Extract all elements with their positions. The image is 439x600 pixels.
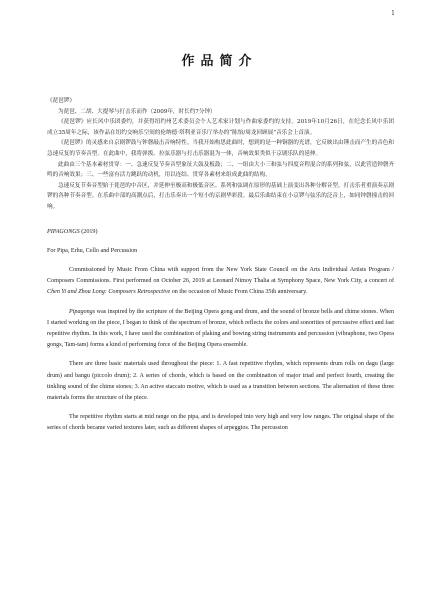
page-title: 作品简介: [181, 54, 258, 69]
page-number: 1: [391, 10, 395, 17]
zh-instrumentation: 为琵琶、二胡、大提琴与打击乐而作（2009年，时长约7分钟）: [58, 108, 216, 115]
zh-paragraph-2: 《琵琶锣》的灵感来自京剧锣鼓与钟磬敲击音响特性。当我开始构思此曲时，想到的是一种铜器的光谱，它反映出由锤击而产生的音色和急速反复的节奏音型。在此曲中，我将弹拨、拉弦乐器与打击乐器混为一体，音响效果类似于京剧乐队的延伸。: [47, 140, 394, 157]
en-paragraph-1-text-b: on the occasion of Music From China 35th anniversary.: [170, 289, 308, 296]
en-paragraph-2-text: was inspired by the scripture of the Beijing Opera gong and drum, and the sound of bronze bells and chime stones. When I started working on the piece, I began to think of the spectrum of bronze, which reflects the colors and sonorities of percussive effect and fast repetitive rhythm. In this work, I have used the combination of plaking and bowing string instruments and percussion (vibraphone, two Opera gongs, Tam-tam) forms a kind of performing force of the Beijing Opera ensemble.: [47, 308, 394, 349]
zh-paragraph-1: 《琵琶锣》应长风中乐团委约，并获得纽约州艺术委员会个人艺术家计划与作曲家委约的支持。2019年10月26日，在纪念长风中乐团成立35周年之际，该作品在纽约交响乐空间的伦纳德·塔利亚音乐厅举办的“陈怡/周龙回顾展”音乐会上首演。: [47, 119, 394, 136]
en-instrumentation: For Pipa, Erhu, Cello and Percussion: [47, 247, 138, 254]
document-body: [47, 96, 394, 435]
zh-paragraph-4: 急速反复节奏音型始于琵琶的中音区，并延伸至极高和极低音区。系列和弦调在原形的基础上演变出各种分解音型。打击乐者重演奏京剧锣的各种节奏音型。在乐曲中部的高潮点后，打击乐奏出一个短小的京剧华彩段。最后乐曲结束在小京锣与弦乐的泛音上，如同钟磬撞击的回响。: [47, 182, 394, 210]
en-paragraph-3: There are three basic materials used throughout the piece: 1. A fast repetitive rhythm, which represents drum rolls on dagu (large drum) and bangu (piccolo drum); 2. A series of chords, which is based on the combination of major triad and perfect fourth, creating the tinkling sound of the chime stones; 3. An active staccato motive, which is used as a transition between sections. The alternation of these three materials forms the structure of the piece.: [47, 361, 394, 401]
en-work-title-inline: Pipagongs: [69, 308, 96, 315]
en-work-heading: [47, 227, 394, 238]
en-paragraph-2: [47, 307, 394, 352]
zh-work-title: 《琵琶锣》: [47, 98, 75, 104]
zh-paragraph-3: 此曲由三个基本素材贯穿：一、急速反复节奏音型象征大鼓及板鼓；二、一组由大小三和弦与四度音程混合的系列和弦，以此营造钟磬齐鸣的音响效果；三、一些富有活力跳跃的动机，用以连结、贯穿各素材来组成此曲的结构。: [47, 161, 394, 179]
en-concert-title: Chen Yi and Zhou Long: Composers Retrospective: [47, 289, 171, 296]
en-paragraph-1-text-a: Commissioned by Music From China with support from the New York State Council on the Arts Individual Artists Program / Composers Commissions. First performed on October 26, 2019 at Leonard Nimoy Thalia at Symphony Space, New York City, a concert of: [47, 266, 394, 285]
en-paragraph-4: The repetitive rhythm starts at mid range on the pipa, and is developed into very high and very low ranges. The original shape of the series of chords became varied textures later, such as different shapes of arpeggios. The percussion: [47, 414, 394, 432]
en-work-year: (2019): [79, 228, 98, 235]
en-work-title: PIPAGONGS: [47, 228, 80, 235]
en-paragraph-1: [47, 265, 394, 299]
